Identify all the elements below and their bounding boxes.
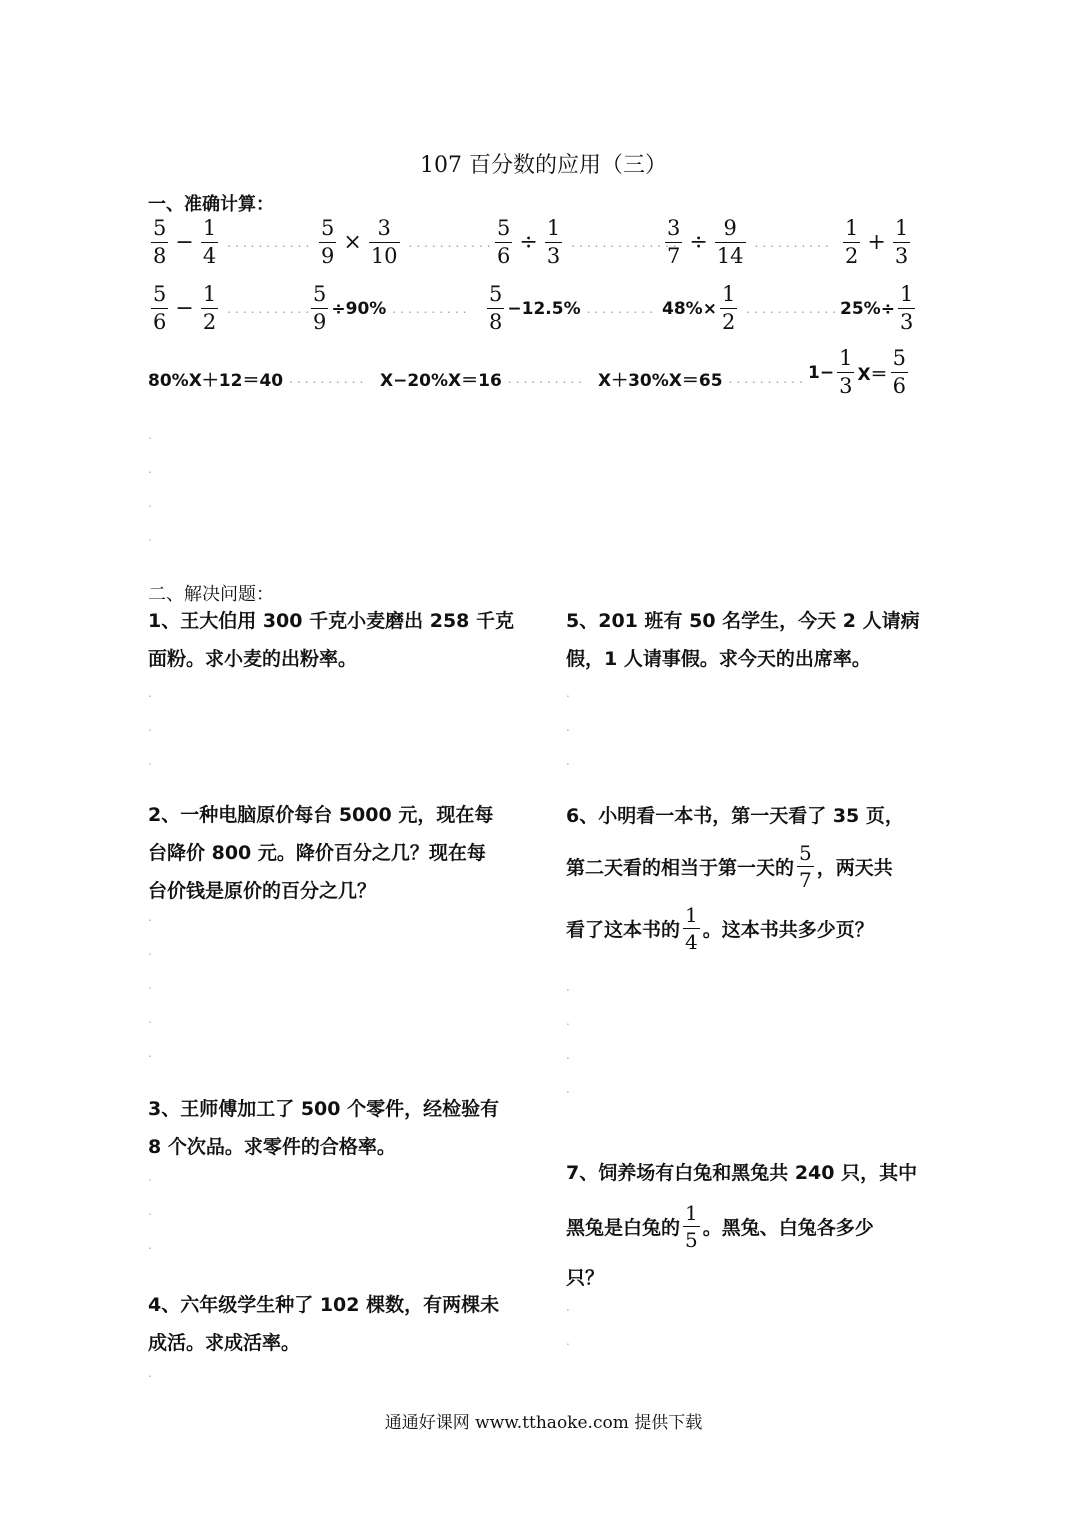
fraction: $\frac{5}{7}$ (799, 840, 812, 892)
fraction: $\frac{1}{4}$ (685, 902, 698, 954)
problem-3: 3、王师傅加工了 500 个零件，经检验有 8 个次品。求零件的合格率。 (148, 1098, 500, 1158)
equation-3-4: 1− $\frac{1}{3}$ X＝ $\frac{5}{6}$ (808, 346, 906, 398)
fraction: $\frac{1}{3}$ (899, 282, 914, 334)
fraction: $\frac{1}{3}$ (839, 346, 853, 398)
fraction: $\frac{5}{6}$ (153, 282, 167, 334)
problem-5: 5、201 班有 50 名学生，今天 2 人请病 假，1 人请事假。求今天的出席率。 (566, 610, 920, 670)
expr-1-2: $\frac{5}{9}$ × $\frac{3}{10}$ ........... (321, 216, 495, 268)
expr-2-2: $\frac{5}{9}$ ÷90% .......... (313, 282, 471, 334)
fraction: $\frac{5}{6}$ (892, 346, 906, 398)
expr-1-1: $\frac{5}{8}$ − $\frac{1}{4}$ ........... (153, 216, 314, 268)
problem-6: 6、小明看一本书，第一天看了 35 页， 第二天看的相当于第一天的 $\frac{5}{7}$ ，两天共 看了这本书的 $\frac{1}{4}$ 。这本书共多少页？ (566, 805, 904, 954)
expr-1-3: $\frac{5}{6}$ ÷ $\frac{1}{3}$ .............. (497, 216, 681, 268)
fraction: $\frac{5}{9}$ (321, 216, 335, 268)
expr-2-5: 25%÷ $\frac{1}{3}$ (840, 282, 914, 334)
equation-3-3: X＋30%X＝65 .......... (598, 371, 807, 391)
problem-4: 4、六年级学生种了 102 棵数，有两棵未 成活。求成活率。 (148, 1294, 500, 1354)
fraction: $\frac{3}{7}$ (667, 216, 681, 268)
problem-7: 7、饲养场有白兔和黑兔共 240 只，其中 黑兔是白兔的 $\frac{1}{5}$ 。黑兔、白兔各多少 只？ (566, 1162, 918, 1289)
fraction: $\frac{9}{14}$ (716, 216, 744, 268)
expr-2-3: $\frac{5}{8}$ −12.5% ......... (489, 282, 657, 334)
fraction: $\frac{1}{2}$ (721, 282, 736, 334)
page-title: 107 百分数的应用（三） (420, 153, 667, 178)
expr-1-4: $\frac{3}{7}$ ÷ $\frac{9}{14}$ .......... (667, 216, 833, 268)
expr-2-1: $\frac{5}{6}$ − $\frac{1}{2}$ ........... (153, 282, 314, 334)
expr-1-5: $\frac{1}{2}$ + $\frac{1}{3}$ (845, 216, 909, 268)
fraction: $\frac{1}{3}$ (894, 216, 909, 268)
fraction: $\frac{1}{2}$ (845, 216, 859, 268)
fraction: $\frac{5}{9}$ (313, 282, 327, 334)
section-heading-problems: 二、解决问题： (148, 584, 274, 605)
fraction: $\frac{1}{5}$ (685, 1200, 698, 1252)
equation-3-2: X−20%X＝16 .......... (380, 371, 586, 391)
expr-2-4: 48%× $\frac{1}{2}$ ............ (662, 282, 841, 334)
fraction: $\frac{5}{6}$ (497, 216, 511, 268)
fraction: $\frac{1}{4}$ (202, 216, 217, 268)
equation-3-1: 80%X＋12＝40 .......... (148, 371, 368, 391)
section-heading-calculation: 一、准确计算： (148, 194, 274, 215)
fraction: $\frac{5}{8}$ (489, 282, 503, 334)
problem-1: 1、王大伯用 300 千克小麦磨出 258 千克 面粉。求小麦的出粉率。 (148, 610, 515, 670)
fraction: $\frac{1}{2}$ (202, 282, 217, 334)
problem-2: 2、一种电脑原价每台 5000 元，现在每 台降价 800 元。降价百分之几？现在每 台价钱是原价的百分之几？ (148, 804, 494, 902)
fraction: $\frac{5}{8}$ (153, 216, 167, 268)
fraction: $\frac{3}{10}$ (370, 216, 398, 268)
footer-credit: 通通好课网 www.tthaoke.com 提供下载 (384, 1413, 703, 1433)
fraction: $\frac{1}{3}$ (546, 216, 561, 268)
